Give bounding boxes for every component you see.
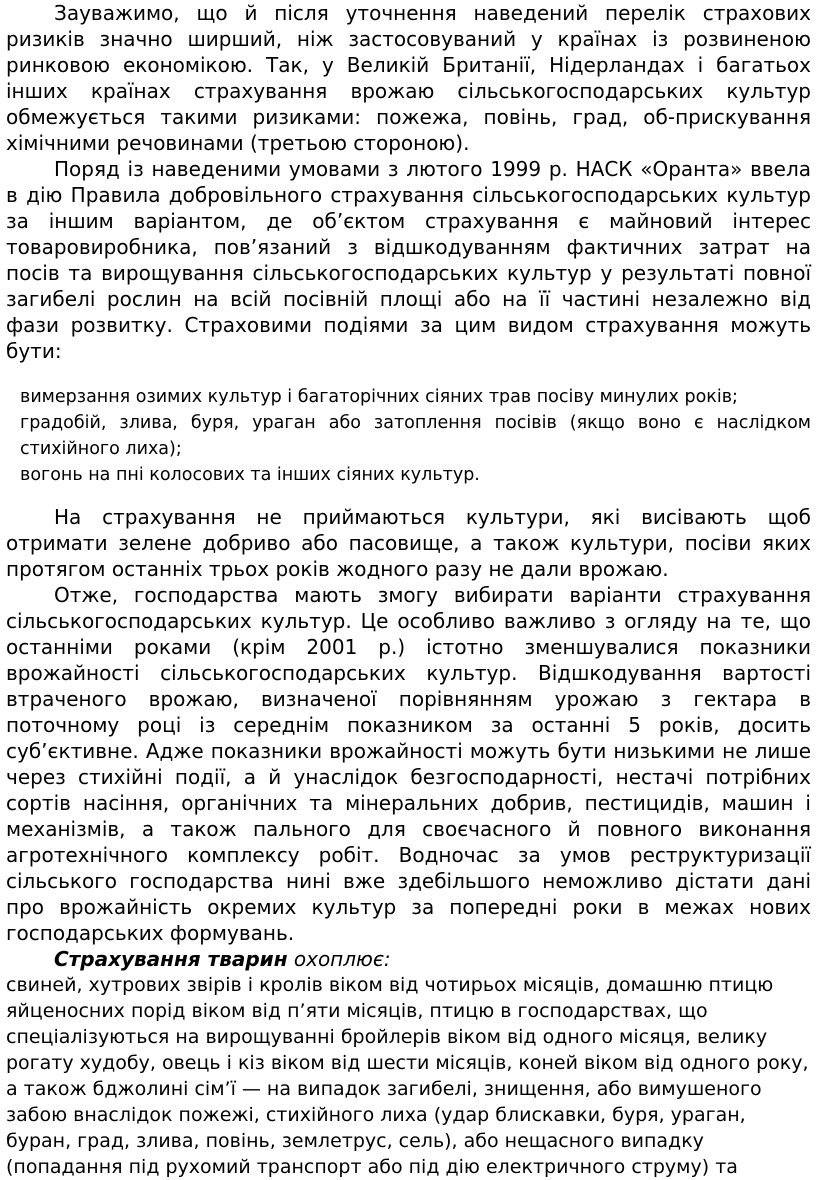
insured-events-list [6,384,811,488]
list-item: вимерзання озимих культур і багаторічних сіяних трав посіву минулих років; [20,387,738,407]
section-heading-bold: Страхування тварин [54,947,288,971]
list-item: вогонь на пні колосових та інших сіяних культур. [20,465,480,485]
list-item: градобій, злива, буря, ураган або затоплення посівів (якщо воно є наслідком стихійного лиха); [20,413,811,459]
paragraph-risks: Зауважимо, що й після уточнення наведений перелік страхових ризиків значно ширший, ніж застосовуваний у країнах із розвиненою ринковою економікою. Так, у Великій Британії, Нідерландах і багатьох інших країнах страхування врожаю сільськогосподарських культур обмежується такими ризиками: пожежа, повінь, град, об-прискування хімічними речовинами (третьою стороною). [6,1,811,155]
section-heading-italic: охоплює: [287,947,391,971]
paragraph-not-accepted: На страхування не приймаються культури, які висівають щоб отримати зелене добриво або пасовище, а також культури, посіви яких протягом останніх трьох років жодного разу не дали врожаю. [6,505,811,581]
section-heading-animals [6,946,811,972]
paragraph-animals-list: свиней, хутрових звірів і кролів віком від чотирьох місяців, домашню птицю яйценосних порід віком від п’яти місяців, птицю в господарствах, що спеціалізуються на вирощуванні бройлерів віком від одного місяця, велику рогату худобу, овець і кіз віком від шести місяців, коней віком від одного року, а також бджолині сім’ї — на випадок загибелі, знищення, або вимушеного забою внаслідок пожежі, стихійного лиха (удар блискавки, буря, ураган, буран, град, злива, повінь, землетрус, сель), або нещасного випадку (попадання під рухомий транспорт або під дію електричного струму) та [6,974,809,1178]
paragraph-choice-variants: Отже, господарства мають змогу вибирати варіанти страхування сільськогосподарських культур. Це особливо важливо з огляду на те, що останніми роками (крім 2001 р.) істотно зменшувалися показники врожайності сільськогосподарських культур. Відшкодування вартості втраченого врожаю, визначеної порівнянням урожаю з гектара в поточному році із середнім показником за останні 5 років, досить суб’єктивне. Адже показники врожайності можуть бути низькими не лише через стихійні події, а й унаслідок безгосподарності, нестачі потрібних сортів насіння, органічних та мінеральних добрив, пестицидів, машин і механізмів, а також пального для своєчасного й повного виконання агротехнічного комплексу робіт. Водночас за умов реструктуризації сільського господарства нині вже здебільшого неможливо дістати дані про врожайність окремих культур за попередні роки в межах нових господарських формувань. [6,583,811,945]
paragraph-oranta-rules: Поряд із наведеними умовами з лютого 1999 р. НАСК «Оранта» ввела в дію Правила добровільного страхування сільськогосподарських культур за іншим варіантом, де об’єктом страхування є майновий інтерес товаровиробника, пов’язаний з відшкодуванням фактичних затрат на посів та вирощування сільськогосподарських культур у результаті повної загибелі рослин на всій посівній площі або на її частині незалежно від фази розвитку. Страховими подіями за цим видом страхування можуть бути: [6,157,811,363]
